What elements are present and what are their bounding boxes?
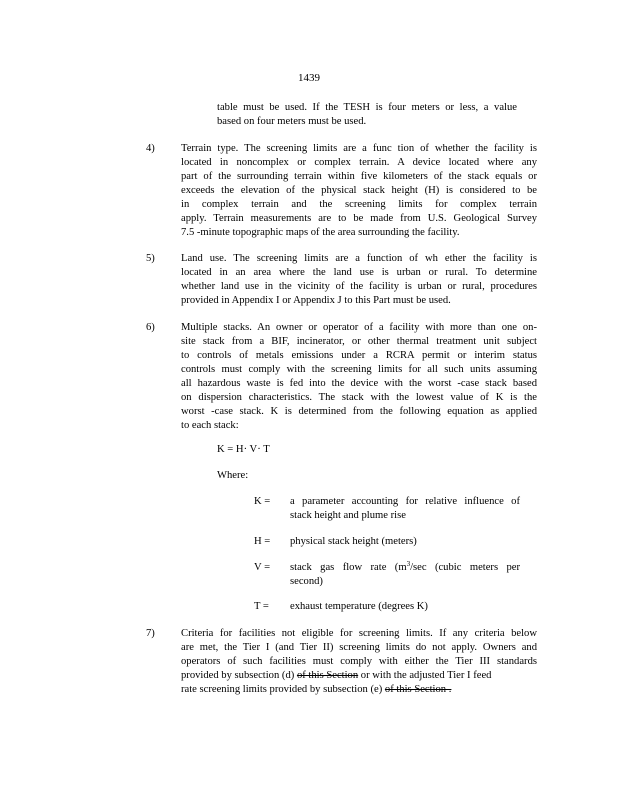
item4-line: exceeds the elevation of the physical stack height (H) is considered to be (181, 185, 537, 196)
item4-line: Terrain type. The screening limits are a func tion of whether the facility is (181, 143, 537, 154)
definition-symbol-v: V = (254, 562, 271, 573)
superscript-3: 3 (406, 560, 411, 568)
item4-line: 7.5 -minute topographic maps of the area surrounding the facility. (181, 227, 460, 238)
intro-line: table must be used. If the TESH is four meters or less, a value (217, 102, 517, 113)
item-number: 4) (146, 143, 155, 154)
item7-line: are met, the Tier I (and Tier II) screening limits do not apply. Owners and (181, 642, 537, 653)
item5-line: provided in Appendix I or Appendix J to this Part must be used. (181, 295, 451, 306)
definition-symbol-h: H = (254, 536, 271, 547)
item7-line4-post: or with the adjusted Tier I feed (358, 670, 492, 681)
item7-line: Criteria for facilities not eligible for screening limits. If any criteria below (181, 628, 537, 639)
definition-text-v (290, 561, 520, 575)
intro-line: based on four meters must be used. (217, 116, 367, 127)
item7-line: operators of such facilities must comply with either the Tier III standards (181, 656, 537, 667)
definition-symbol-t: T = (254, 601, 269, 612)
item6-line: worst -case stack. K is determined from the following equation as applied (181, 406, 537, 417)
item6-line: to each stack: (181, 420, 239, 431)
definition-text-t: exhaust temperature (degrees K) (290, 601, 428, 612)
definition-text-v-cont: second) (290, 576, 323, 587)
item4-line: located in noncomplex or complex terrain. A device located where any (181, 157, 537, 168)
definition-symbol-k: K = (254, 496, 271, 507)
item5-line: located in an area where the land use is urban or rural. To determine (181, 267, 537, 278)
struck-text: of this Section (296, 670, 359, 681)
item6-line: controls must comply with the screening limits for all such units assuming (181, 364, 537, 375)
item5-line: Land use. The screening limits are a function of wh ether the facility is (181, 253, 537, 264)
item6-line: all hazardous waste is fed into the device with the worst -case stack based (181, 378, 537, 389)
definition-text-h: physical stack height (meters) (290, 536, 417, 547)
item7-line5-pre: rate screening limits provided by subsection (e) (181, 684, 383, 695)
item6-line: to controls of metals emissions under a RCRA permit or interim status (181, 350, 537, 361)
page-number: 1439 (298, 72, 320, 84)
item6-line: on dispersion characteristics. The stack with the lowest value of K is the (181, 392, 537, 403)
item4-line: part of the surrounding terrain within five kilometers of the stack equals or (181, 171, 537, 182)
item6-line: site stack from a BIF, incinerator, or other thermal treatment unit subject (181, 336, 537, 347)
item-number: 6) (146, 322, 155, 333)
item-number: 5) (146, 253, 155, 264)
item-number: 7) (146, 628, 155, 639)
item7-line (181, 683, 537, 697)
item4-line: apply. Terrain measurements are to be made from U.S. Geological Survey (181, 213, 537, 224)
definition-text-k: a parameter accounting for relative influence of (290, 496, 520, 507)
equation: K = H· V· T (217, 444, 270, 455)
item5-line: whether land use in the vicinity of the facility is urban or rural, procedures (181, 281, 537, 292)
definition-v-pre: stack gas flow rate (m (290, 562, 407, 573)
struck-text: of this Section . (384, 684, 452, 695)
definition-text-k: stack height and plume rise (290, 510, 406, 521)
where-label: Where: (217, 470, 249, 481)
item6-line: Multiple stacks. An owner or operator of a facility with more than one on- (181, 322, 537, 333)
item4-line: in complex terrain and the screening limits for complex terrain (181, 199, 537, 210)
item7-line4-pre: provided by subsection (d) (181, 670, 295, 681)
definition-v-post: /sec (cubic meters per (410, 562, 520, 573)
item7-line (181, 669, 537, 683)
